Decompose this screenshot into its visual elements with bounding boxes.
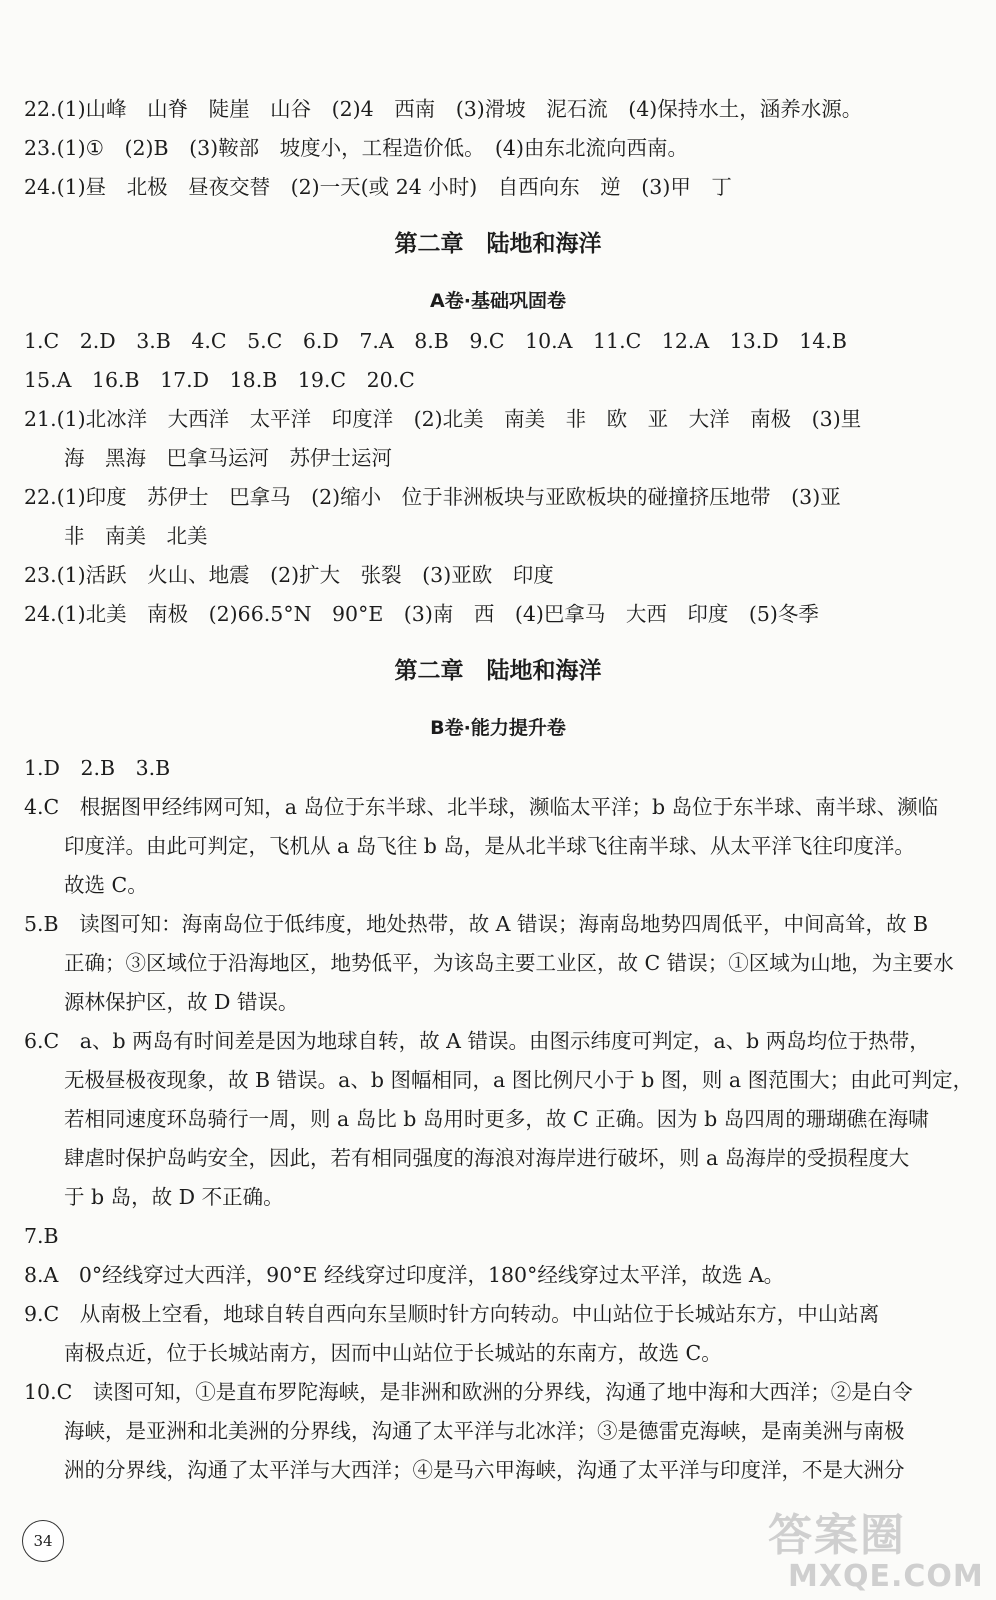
chapter-title: 第二章 陆地和海洋 — [394, 231, 602, 257]
answer-line: 24.(1)北美 南极 (2)66.5°N 90°E (3)南 西 (4)巴拿马 大西 印度 (5)冬季 — [24, 602, 819, 626]
answer-line: 肆虐时保护岛屿安全，因此，若有相同强度的海浪对海岸进行破坏，则 a 岛海岸的受损程度大 — [64, 1146, 910, 1170]
answer-line: 印度洋。由此可判定，飞机从 a 岛飞往 b 岛，是从北半球飞往南半球、从太平洋飞往印度洋。 — [64, 834, 915, 858]
answer-line: 8.A 0°经线穿过大西洋，90°E 经线穿过印度洋，180°经线穿过太平洋，故选 A。 — [24, 1263, 785, 1287]
answer-line: 4.C 根据图甲经纬网可知，a 岛位于东半球、北半球，濒临太平洋；b 岛位于东半球、南半球、濒临 — [24, 795, 939, 819]
answer-line: 15.A 16.B 17.D 18.B 19.C 20.C — [24, 368, 415, 392]
answer-line: 23.(1)活跃 火山、地震 (2)扩大 张裂 (3)亚欧 印度 — [24, 563, 554, 587]
answer-line: 无极昼极夜现象，故 B 错误。a、b 图幅相同，a 图比例尺小于 b 图，则 a 图范围大；由此可判定， — [64, 1068, 974, 1092]
watermark-url: MXQE.COM — [788, 1559, 984, 1594]
answer-line: 22.(1)印度 苏伊士 巴拿马 (2)缩小 位于非洲板块与亚欧板块的碰撞挤压地带 (3)亚 — [24, 485, 841, 509]
chapter-title: 第二章 陆地和海洋 — [394, 658, 602, 684]
answer-line: 24.(1)昼 北极 昼夜交替 (2)一天(或 24 小时) 自西向东 逆 (3)甲 丁 — [24, 175, 732, 199]
answer-line: 10.C 读图可知，①是直布罗陀海峡，是非洲和欧洲的分界线，沟通了地中海和大西洋；②是白令 — [24, 1380, 913, 1404]
answer-line: 非 南美 北美 — [64, 524, 208, 548]
answer-line: 6.C a、b 两岛有时间差是因为地球自转，故 A 错误。由图示纬度可判定，a、b 两岛均位于热带， — [24, 1029, 930, 1053]
answer-line: 21.(1)北冰洋 大西洋 太平洋 印度洋 (2)北美 南美 非 欧 亚 大洋 南极 (3)里 — [24, 407, 862, 431]
answer-line: 洲的分界线，沟通了太平洋与大西洋；④是马六甲海峡，沟通了太平洋与印度洋，不是大洲分 — [64, 1458, 905, 1482]
answer-line: 若相同速度环岛骑行一周，则 a 岛比 b 岛用时更多，故 C 正确。因为 b 岛四周的珊瑚礁在海啸 — [64, 1107, 929, 1131]
answer-line: 南极点近，位于长城站南方，因而中山站位于长城站的东南方，故选 C。 — [64, 1341, 722, 1365]
answer-line: 源林保护区，故 D 错误。 — [64, 990, 299, 1014]
answer-line: 故选 C。 — [64, 873, 148, 897]
answer-line: 5.B 读图可知：海南岛位于低纬度，地处热带，故 A 错误；海南岛地势四周低平，中间高耸，故 B — [24, 912, 929, 936]
answer-line: 正确；③区域位于沿海地区，地势低平，为该岛主要工业区，故 C 错误；①区域为山地，为主要水 — [64, 951, 954, 975]
answer-line: 7.B — [24, 1224, 59, 1248]
watermark-logo — [768, 1512, 984, 1594]
page-number: 34 — [22, 1520, 64, 1562]
watermark-logo-text: 答案圈 — [768, 1510, 906, 1561]
answer-line: 海 黑海 巴拿马运河 苏伊士运河 — [64, 446, 392, 470]
answer-line: 1.D 2.B 3.B — [24, 756, 171, 780]
section-title: B卷·能力提升卷 — [430, 717, 566, 739]
answer-line: 9.C 从南极上空看，地球自转自西向东呈顺时针方向转动。中山站位于长城站东方，中山站离 — [24, 1302, 880, 1326]
section-title: A卷·基础巩固卷 — [430, 290, 566, 312]
answer-line: 22.(1)山峰 山脊 陡崖 山谷 (2)4 西南 (3)滑坡 泥石流 (4)保持水土，涵养水源。 — [24, 97, 863, 121]
answer-line: 23.(1)① (2)B (3)鞍部 坡度小，工程造价低。 (4)由东北流向西南。 — [24, 136, 688, 160]
answer-line: 海峡，是亚洲和北美洲的分界线，沟通了太平洋与北冰洋；③是德雷克海峡，是南美洲与南极 — [64, 1419, 905, 1443]
answer-line: 1.C 2.D 3.B 4.C 5.C 6.D 7.A 8.B 9.C 10.A 11.C 12.A 13.D 14.B — [24, 329, 847, 353]
answer-line: 于 b 岛，故 D 不正确。 — [64, 1185, 284, 1209]
